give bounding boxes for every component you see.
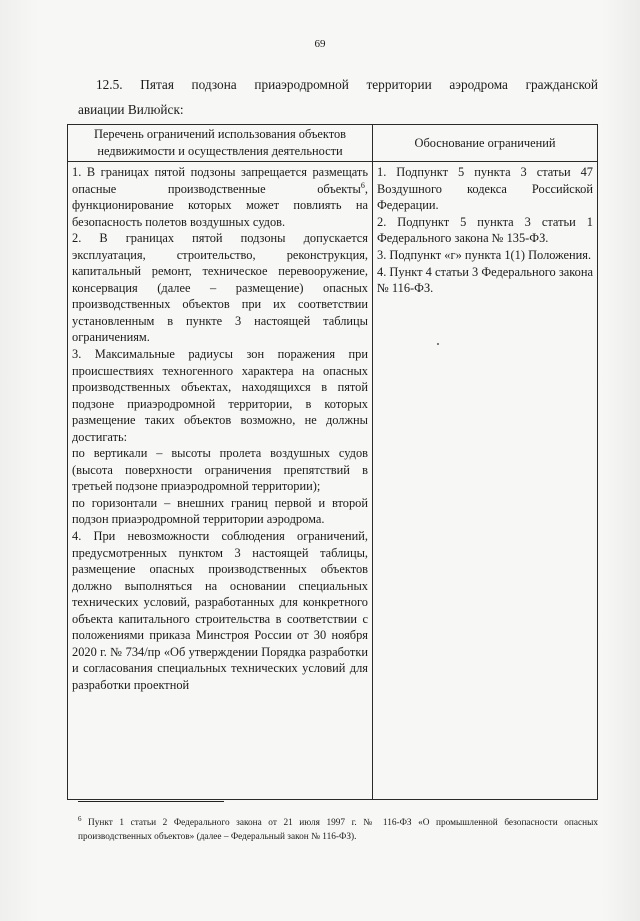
table-row (68, 162, 598, 800)
restriction-item-2: 2. В границах пятой подзоны допускается эксплуатация, строительство, реконструкция, капитальный ремонт, техническое перевооружение, консервация (далее – размещение) опасных производственных объектов при их соответствии установленным в пункте 3 настоящей таблицы ограничениям. (72, 231, 368, 345)
justification-cell (373, 162, 598, 800)
footnote-ref: 6 (360, 180, 365, 190)
table-header-row (68, 125, 598, 162)
restriction-item-1 (72, 164, 368, 230)
restriction-item-1-text-end: , функционирование которых может повлиять на безопасность полетов воздушных судов. (72, 181, 368, 229)
scan-speck (437, 343, 439, 345)
justification-item-2: 2. Подпункт 5 пункта 3 статьи 1 Федерального закона № 135-ФЗ. (377, 214, 593, 246)
footnote-number: 6 (78, 814, 82, 823)
restrictions-table (67, 124, 598, 800)
restriction-horizontal: по горизонтали – внешних границ первой и второй подзон приаэродромной территории аэродрома. (72, 495, 368, 527)
header-restrictions: Перечень ограничений использования объектов недвижимости и осуществления деятельности (68, 125, 373, 162)
section-heading (78, 72, 598, 122)
footnote-divider (78, 801, 224, 802)
page-number: 69 (314, 38, 326, 50)
restrictions-cell (68, 162, 373, 800)
header-justification: Обоснование ограничений (373, 125, 598, 162)
restriction-item-3: 3. Максимальные радиусы зон поражения при происшествиях техногенного характера на опасных производственных объектах, находящихся в пятой подзоне приаэродромной территории, в которых размещение таких объектов возможно, не должны достигать: (72, 347, 368, 444)
justification-item-1: 1. Подпункт 5 пункта 3 статьи 47 Воздушного кодекса Российской Федерации. (377, 165, 593, 213)
footnote (78, 816, 598, 844)
footnote-text: Пункт 1 статьи 2 Федерального закона от 21 июля 1997 г. № 116-ФЗ «О промышленной безопасности опасных производственных объектов» (далее – Федеральный закон № 116-ФЗ). (78, 818, 598, 842)
section-heading-line-1: 12.5. Пятая подзона приаэродромной территории аэродрома гражданской (96, 77, 598, 92)
justification-item-3: 3. Подпункт «г» пункта 1(1) Положения. (377, 247, 592, 262)
restriction-vertical: по вертикали – высоты пролета воздушных судов (высота поверхности ограничения препятствий в третьей подзоне приаэродромной территории); (72, 446, 368, 494)
restriction-item-4: 4. При невозможности соблюдения ограничений, предусмотренных пунктом 3 настоящей таблицы, размещение опасных производственных объектов должно выполняться на основании специальных технических условий, разработанных для конкретного объекта капитального строительства в соответствии с положениями приказа Минстроя России от 30 ноября 2020 г. № 734/пр «Об утверждении Порядка разработки и согласования специальных технических условий для разработки проектной (72, 529, 368, 692)
justification-item-4: 4. Пункт 4 статьи 3 Федерального закона № 116-ФЗ. (377, 264, 593, 296)
section-heading-line-2: авиации Вилюйск: (78, 102, 184, 117)
restriction-item-1-text: 1. В границах пятой подзоны запрещается размещать опасные производственные объекты (72, 165, 368, 196)
